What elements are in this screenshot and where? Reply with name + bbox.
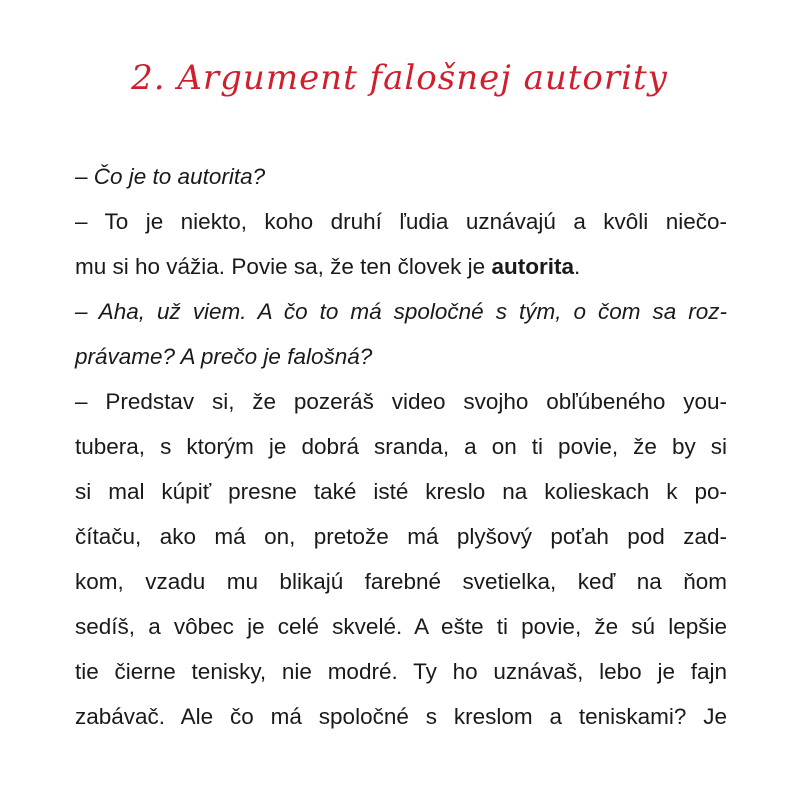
chapter-title: 2. Argument falošnej autority [131,58,668,98]
text-line-1: – Čo je to autorita? [75,164,266,189]
text-line-3 [75,244,727,289]
text-line-12: tie čierne tenisky, nie modré. Ty ho uznávaš, lebo je fajn [75,659,727,684]
text-line-2: – To je niekto, koho druhí ľudia uznávajú a kvôli niečo- [75,209,727,234]
text-line-4: – Aha, už viem. A čo to má spoločné s tým, o čom sa roz- [75,299,727,324]
text-line-7: tubera, s ktorým je dobrá sranda, a on ti povie, že by si [75,434,727,459]
text-line-9: čítaču, ako má on, pretože má plyšový poťah pod zad- [75,524,727,549]
bold-term-autorita: autorita [491,254,574,279]
text-line-10: kom, vzadu mu blikajú farebné svetielka, keď na ňom [75,569,727,594]
text-line-11: sedíš, a vôbec je celé skvelé. A ešte ti povie, že sú lepšie [75,614,727,639]
text-line-3-start: mu si ho vážia. Povie sa, že ten človek je [75,254,492,279]
text-line-13: zabávač. Ale čo má spoločné s kreslom a teniskami? Je [75,704,727,729]
text-line-8: si mal kúpiť presne také isté kreslo na kolieskach k po- [75,479,727,504]
text-line-5: právame? A prečo je falošná? [75,344,373,369]
text-line-6: – Predstav si, že pozeráš video svojho obľúbeného you- [75,389,727,414]
text-line-3-end: . [573,254,581,279]
body-text [75,154,727,739]
